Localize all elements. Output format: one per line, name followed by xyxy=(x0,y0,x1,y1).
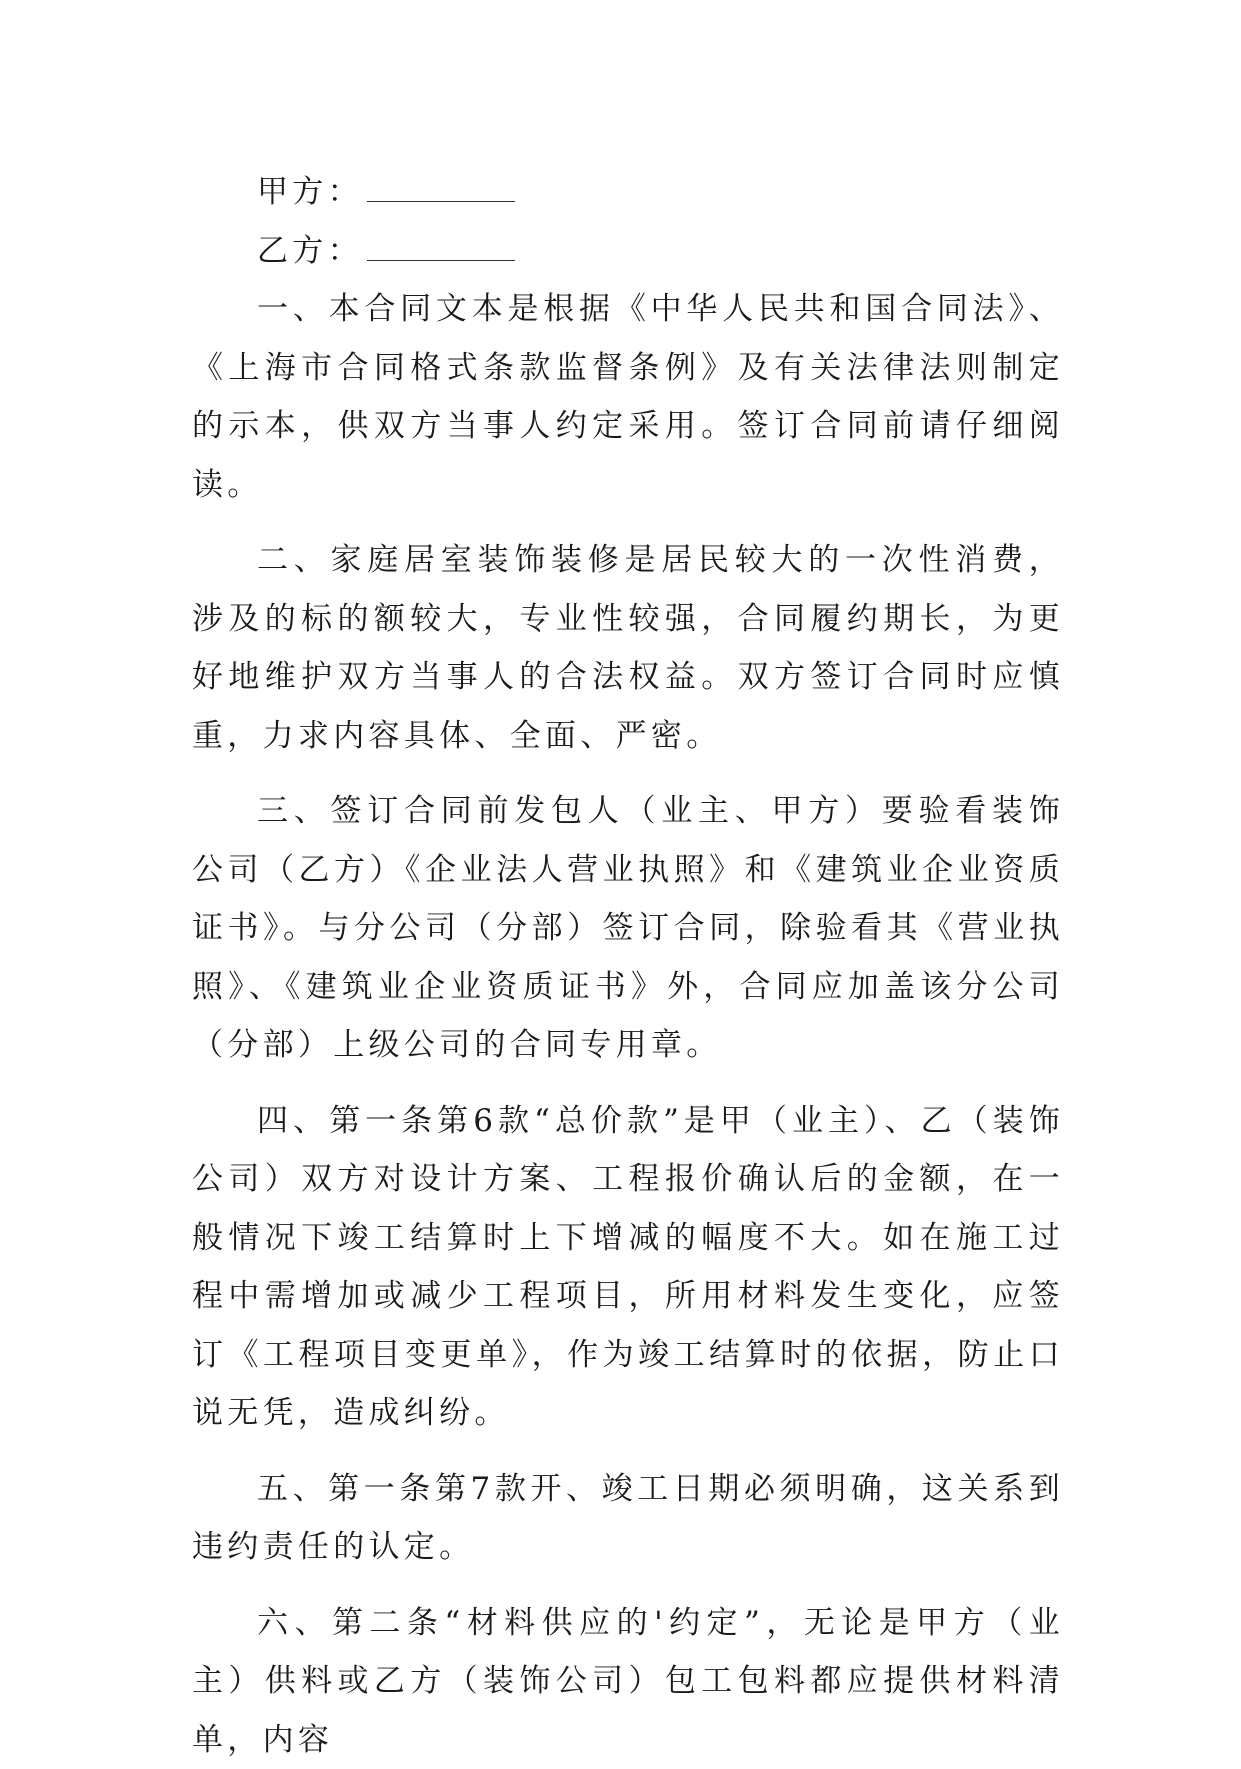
paragraph-2: 二、家庭居室装饰装修是居民较大的一次性消费，涉及的标的额较大，专业性较强，合同履约期长，为更好地维护双方当事人的合法权益。双方签订合同时应慎重，力求内容具体、全面、严密。 xyxy=(192,531,1064,765)
paragraph-1: 一、本合同文本是根据《中华人民共和国合同法》、《上海市合同格式条款监督条例》及有关法律法则制定的示本，供双方当事人约定采用。签订合同前请仔细阅读。 xyxy=(192,280,1064,514)
paragraph-4: 四、第一条第6款“总价款”是甲（业主）、乙（装饰公司）双方对设计方案、工程报价确认后的金额，在一般情况下竣工结算时上下增减的幅度不大。如在施工过程中需增加或减少工程项目，所用材料发生变化，应签订《工程项目变更单》，作为竣工结算时的依据，防止口说无凭，造成纠纷。 xyxy=(192,1092,1064,1443)
party-b-blank xyxy=(367,259,515,261)
paragraph-6: 六、第二条“材料供应的'约定”，无论是甲方（业主）供料或乙方（装饰公司）包工包料都应提供材料清单，内容 xyxy=(192,1594,1064,1769)
party-a-label: 甲方： xyxy=(257,174,363,210)
paragraph-3: 三、签订合同前发包人（业主、甲方）要验看装饰公司（乙方）《企业法人营业执照》和《建筑业企业资质证书》。与分公司（分部）签订合同，除验看其《营业执照》、《建筑业企业资质证书》外，合同应加盖该分公司（分部）上级公司的合同专用章。 xyxy=(192,782,1064,1075)
party-b-line xyxy=(192,222,1064,281)
party-a-line xyxy=(192,163,1064,222)
document-body xyxy=(192,163,1064,1769)
party-b-label: 乙方： xyxy=(257,233,363,269)
paragraph-5: 五、第一条第7款开、竣工日期必须明确，这关系到违约责任的认定。 xyxy=(192,1460,1064,1577)
party-a-blank xyxy=(367,200,515,202)
